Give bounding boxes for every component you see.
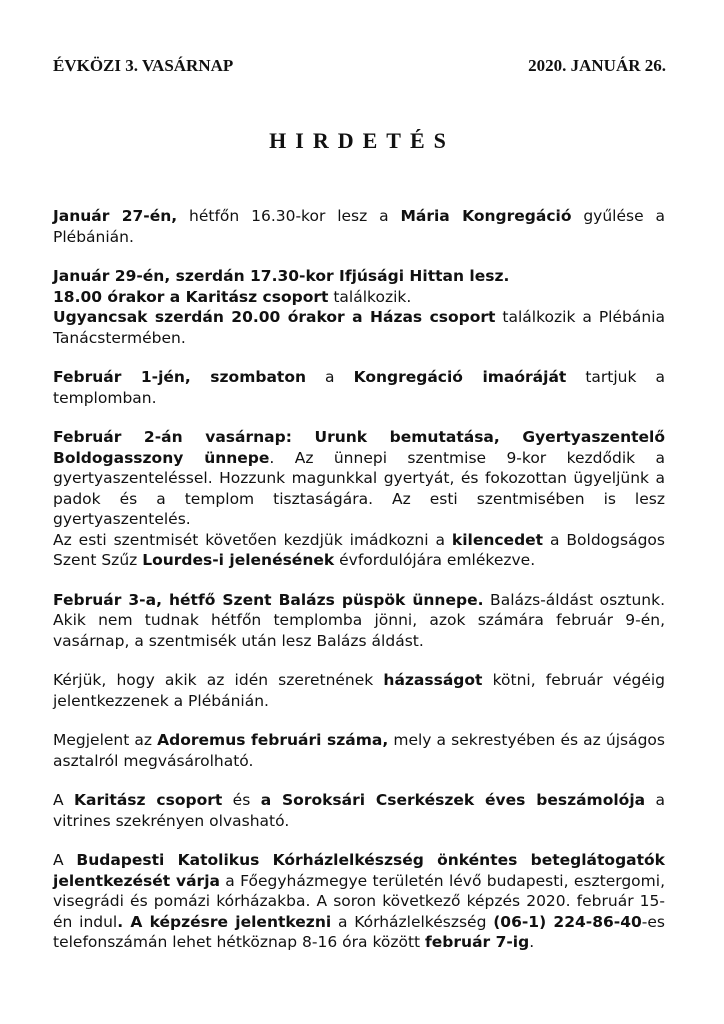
bold-text: Adoremus februári száma, (157, 731, 389, 749)
text: . (529, 933, 535, 951)
bold-text: Mária Kongregáció (400, 207, 572, 225)
text: találkozik a Plébánia Tanácstermében. (53, 308, 665, 347)
announcement-paragraph (53, 530, 665, 571)
text: a Főegyházmegye területén lévő budapesti, esztergomi, visegrádi és pomázi kórházakba. A soron következő képzés 2020. február 15-én indul (53, 871, 665, 931)
bold-text: Február 1-jén, szombaton (53, 368, 307, 386)
announcement-paragraph (53, 670, 665, 711)
text: Kérjük, hogy akik az idén szeretnének (53, 671, 384, 689)
bold-text: Január 27-én, (53, 207, 178, 225)
bold-text: Ugyancsak szerdán 20.00 órakor a Házas csoport (53, 308, 496, 326)
bold-text: Február 3-a, hétfő Szent Balázs püspök ünnepe. (53, 590, 484, 609)
text: Megjelent az (53, 731, 158, 749)
text-line (53, 307, 665, 348)
liturgical-day: ÉVKÖZI 3. VASÁRNAP (53, 56, 234, 75)
announcement-paragraph (53, 367, 665, 408)
text: a vitrines szekrényen olvasható. (53, 791, 665, 830)
page-title: HIRDETÉS (269, 128, 455, 153)
announcement-paragraph (53, 790, 665, 831)
bold-text: Kongregáció imaóráját (353, 368, 567, 386)
announcement-paragraph (53, 590, 665, 652)
text: a (306, 368, 354, 386)
text: kötni, február végéig jelentkezzenek a Plébánián. (53, 671, 666, 710)
announcement-paragraph (53, 850, 665, 953)
text: találkozik. (328, 287, 412, 306)
text: Balázs-áldást osztunk. Akik nem tudnak hétfőn templomba jönni, azok számára február 9-én, vasárnap, a szentmisék után lesz Balázs áldást. (53, 590, 665, 650)
text: mely a sekrestyében és az újságos asztalról megvásárolható. (53, 731, 665, 770)
bold-text: Karitász csoport (74, 791, 223, 809)
text: . Az ünnepi szentmise 9-kor kezdődik a gyertyaszenteléssel. Hozzunk magunkkal gyertyát, és fokozottan ügyeljünk a padok és a templom tisztaságára. Az esti szentmisében is lesz gyertyaszentelés. (53, 448, 665, 528)
announcement-paragraph (53, 206, 665, 247)
bold-text: Február 2-án vasárnap: Urunk bemutatása, Gyertyaszentelő Boldogasszony ünnepe (53, 428, 665, 467)
bold-text: házasságot (383, 671, 483, 689)
text: A (53, 851, 77, 869)
bold-text: jelentkezni (235, 912, 332, 931)
bold-text: kilencedet (451, 530, 544, 549)
text: A (53, 791, 74, 809)
text: évfordulójára emlékezve. (334, 551, 536, 569)
bold-text: Lourdes-i jelenésének (142, 551, 335, 569)
announcement-paragraph (53, 427, 665, 530)
text: tartjuk a templomban. (53, 368, 665, 407)
bold-text: február 7-ig (425, 933, 530, 951)
text: -es telefonszámán lehet hétköznap 8-16 óra között (53, 912, 666, 951)
text: a Boldogságos Szent Szűz (53, 530, 665, 569)
text: gyűlése a Plébánián. (53, 207, 665, 246)
bold-text: a Soroksári Cserkészek éves beszámolója (260, 791, 646, 809)
announcement-paragraph (53, 730, 665, 771)
bold-text: Budapesti Katolikus Kórházlelkészség önkéntes beteglátogatók jelentkezését várja (53, 851, 665, 890)
text: hétfőn 16.30-kor lesz a (177, 207, 401, 225)
date: 2020. JANUÁR 26. (528, 56, 666, 75)
text: a Kórházlelkészség (331, 912, 494, 931)
announcement-paragraph (53, 266, 665, 348)
bold-text: 18.00 órakor a Karitász csoport (53, 287, 329, 306)
phone-number: (06-1) 224-86-40 (493, 912, 642, 931)
bold-text: Január 29-én, szerdán 17.30-kor Ifjúsági Hittan lesz. (53, 267, 510, 285)
bold-text: . A képzésre (117, 912, 236, 931)
announcement-body (53, 206, 665, 972)
text: Az esti szentmisét követően kezdjük imádkozni a (53, 530, 452, 549)
text: és (222, 791, 261, 809)
page-header (53, 56, 666, 77)
text-line (53, 287, 665, 308)
